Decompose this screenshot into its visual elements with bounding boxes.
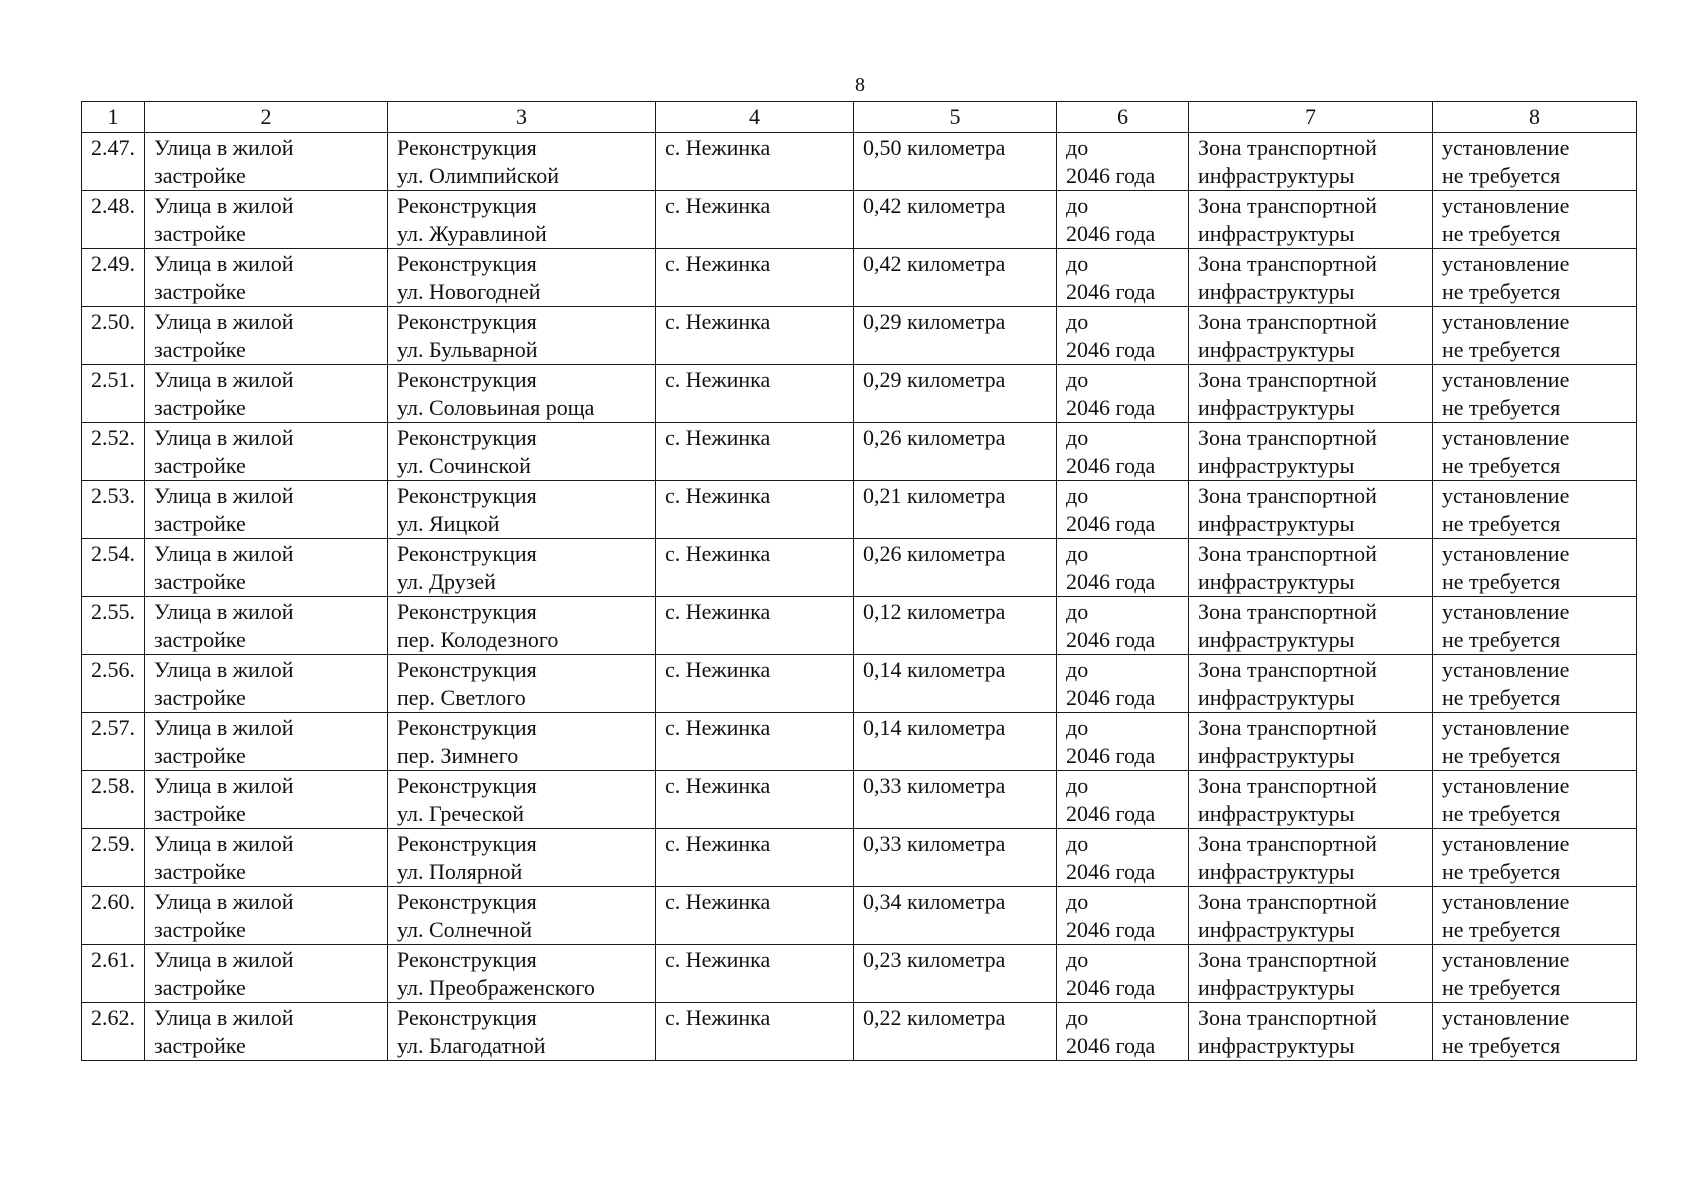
object-type-cell: Улица в жилой застройке xyxy=(145,655,388,713)
protection-zone-cell: установление не требуется xyxy=(1433,249,1637,307)
length-cell: 0,21 километра xyxy=(854,481,1057,539)
column-header: 1 xyxy=(82,102,145,133)
term-cell: до 2046 года xyxy=(1057,945,1189,1003)
row-number-cell: 2.61. xyxy=(82,945,145,1003)
term-cell: до 2046 года xyxy=(1057,597,1189,655)
column-header: 3 xyxy=(388,102,656,133)
length-cell: 0,22 километра xyxy=(854,1003,1057,1061)
term-cell: до 2046 года xyxy=(1057,655,1189,713)
zone-cell: Зона транспортной инфраструктуры xyxy=(1189,829,1433,887)
row-number-cell: 2.60. xyxy=(82,887,145,945)
protection-zone-cell: установление не требуется xyxy=(1433,597,1637,655)
row-number-cell: 2.51. xyxy=(82,365,145,423)
table-row xyxy=(82,539,1637,597)
zone-cell: Зона транспортной инфраструктуры xyxy=(1189,1003,1433,1061)
row-number-cell: 2.56. xyxy=(82,655,145,713)
term-cell: до 2046 года xyxy=(1057,481,1189,539)
location-cell: с. Нежинка xyxy=(656,423,854,481)
row-number-cell: 2.58. xyxy=(82,771,145,829)
action-cell: Реконструкция ул. Соловьиная роща xyxy=(388,365,656,423)
object-type-cell: Улица в жилой застройке xyxy=(145,945,388,1003)
table-row xyxy=(82,249,1637,307)
action-cell: Реконструкция ул. Благодатной xyxy=(388,1003,656,1061)
action-cell: Реконструкция пер. Зимнего xyxy=(388,713,656,771)
length-cell: 0,26 километра xyxy=(854,423,1057,481)
action-cell: Реконструкция пер. Светлого xyxy=(388,655,656,713)
action-cell: Реконструкция ул. Полярной xyxy=(388,829,656,887)
object-type-cell: Улица в жилой застройке xyxy=(145,771,388,829)
object-type-cell: Улица в жилой застройке xyxy=(145,249,388,307)
term-cell: до 2046 года xyxy=(1057,887,1189,945)
action-cell: Реконструкция ул. Олимпийской xyxy=(388,133,656,191)
length-cell: 0,33 километра xyxy=(854,829,1057,887)
term-cell: до 2046 года xyxy=(1057,771,1189,829)
zone-cell: Зона транспортной инфраструктуры xyxy=(1189,423,1433,481)
column-header: 7 xyxy=(1189,102,1433,133)
length-cell: 0,26 километра xyxy=(854,539,1057,597)
table-row xyxy=(82,133,1637,191)
table-row xyxy=(82,945,1637,1003)
table-row xyxy=(82,365,1637,423)
table-row xyxy=(82,829,1637,887)
location-cell: с. Нежинка xyxy=(656,307,854,365)
length-cell: 0,29 километра xyxy=(854,307,1057,365)
table-row xyxy=(82,887,1637,945)
location-cell: с. Нежинка xyxy=(656,771,854,829)
zone-cell: Зона транспортной инфраструктуры xyxy=(1189,713,1433,771)
zone-cell: Зона транспортной инфраструктуры xyxy=(1189,307,1433,365)
object-type-cell: Улица в жилой застройке xyxy=(145,365,388,423)
page-number: 8 xyxy=(855,74,865,96)
protection-zone-cell: установление не требуется xyxy=(1433,481,1637,539)
table-row xyxy=(82,307,1637,365)
location-cell: с. Нежинка xyxy=(656,539,854,597)
protection-zone-cell: установление не требуется xyxy=(1433,133,1637,191)
table-row xyxy=(82,481,1637,539)
location-cell: с. Нежинка xyxy=(656,713,854,771)
object-type-cell: Улица в жилой застройке xyxy=(145,597,388,655)
location-cell: с. Нежинка xyxy=(656,249,854,307)
length-cell: 0,29 километра xyxy=(854,365,1057,423)
location-cell: с. Нежинка xyxy=(656,655,854,713)
row-number-cell: 2.59. xyxy=(82,829,145,887)
protection-zone-cell: установление не требуется xyxy=(1433,713,1637,771)
length-cell: 0,12 километра xyxy=(854,597,1057,655)
action-cell: Реконструкция ул. Солнечной xyxy=(388,887,656,945)
zone-cell: Зона транспортной инфраструктуры xyxy=(1189,945,1433,1003)
term-cell: до 2046 года xyxy=(1057,829,1189,887)
table-row xyxy=(82,423,1637,481)
protection-zone-cell: установление не требуется xyxy=(1433,365,1637,423)
location-cell: с. Нежинка xyxy=(656,133,854,191)
table-row xyxy=(82,771,1637,829)
action-cell: Реконструкция ул. Сочинской xyxy=(388,423,656,481)
protection-zone-cell: установление не требуется xyxy=(1433,655,1637,713)
action-cell: Реконструкция ул. Журавлиной xyxy=(388,191,656,249)
object-type-cell: Улица в жилой застройке xyxy=(145,191,388,249)
zone-cell: Зона транспортной инфраструктуры xyxy=(1189,539,1433,597)
action-cell: Реконструкция ул. Яицкой xyxy=(388,481,656,539)
term-cell: до 2046 года xyxy=(1057,1003,1189,1061)
protection-zone-cell: установление не требуется xyxy=(1433,887,1637,945)
row-number-cell: 2.62. xyxy=(82,1003,145,1061)
table-body xyxy=(82,133,1637,1061)
protection-zone-cell: установление не требуется xyxy=(1433,191,1637,249)
action-cell: Реконструкция ул. Новогодней xyxy=(388,249,656,307)
zone-cell: Зона транспортной инфраструктуры xyxy=(1189,597,1433,655)
column-header: 5 xyxy=(854,102,1057,133)
row-number-cell: 2.52. xyxy=(82,423,145,481)
object-type-cell: Улица в жилой застройке xyxy=(145,539,388,597)
row-number-cell: 2.47. xyxy=(82,133,145,191)
table-row xyxy=(82,713,1637,771)
zone-cell: Зона транспортной инфраструктуры xyxy=(1189,887,1433,945)
term-cell: до 2046 года xyxy=(1057,365,1189,423)
length-cell: 0,14 километра xyxy=(854,655,1057,713)
object-type-cell: Улица в жилой застройке xyxy=(145,829,388,887)
location-cell: с. Нежинка xyxy=(656,597,854,655)
infrastructure-table xyxy=(81,101,1637,1061)
table-row xyxy=(82,191,1637,249)
row-number-cell: 2.49. xyxy=(82,249,145,307)
term-cell: до 2046 года xyxy=(1057,307,1189,365)
column-header: 8 xyxy=(1433,102,1637,133)
object-type-cell: Улица в жилой застройке xyxy=(145,1003,388,1061)
location-cell: с. Нежинка xyxy=(656,365,854,423)
protection-zone-cell: установление не требуется xyxy=(1433,1003,1637,1061)
action-cell: Реконструкция ул. Преображенского xyxy=(388,945,656,1003)
location-cell: с. Нежинка xyxy=(656,1003,854,1061)
location-cell: с. Нежинка xyxy=(656,481,854,539)
row-number-cell: 2.48. xyxy=(82,191,145,249)
object-type-cell: Улица в жилой застройке xyxy=(145,133,388,191)
object-type-cell: Улица в жилой застройке xyxy=(145,713,388,771)
protection-zone-cell: установление не требуется xyxy=(1433,945,1637,1003)
zone-cell: Зона транспортной инфраструктуры xyxy=(1189,655,1433,713)
row-number-cell: 2.57. xyxy=(82,713,145,771)
zone-cell: Зона транспортной инфраструктуры xyxy=(1189,249,1433,307)
row-number-cell: 2.53. xyxy=(82,481,145,539)
zone-cell: Зона транспортной инфраструктуры xyxy=(1189,771,1433,829)
term-cell: до 2046 года xyxy=(1057,539,1189,597)
row-number-cell: 2.55. xyxy=(82,597,145,655)
object-type-cell: Улица в жилой застройке xyxy=(145,423,388,481)
action-cell: Реконструкция ул. Бульварной xyxy=(388,307,656,365)
location-cell: с. Нежинка xyxy=(656,191,854,249)
protection-zone-cell: установление не требуется xyxy=(1433,307,1637,365)
protection-zone-cell: установление не требуется xyxy=(1433,771,1637,829)
length-cell: 0,34 километра xyxy=(854,887,1057,945)
term-cell: до 2046 года xyxy=(1057,191,1189,249)
row-number-cell: 2.54. xyxy=(82,539,145,597)
protection-zone-cell: установление не требуется xyxy=(1433,539,1637,597)
length-cell: 0,14 километра xyxy=(854,713,1057,771)
zone-cell: Зона транспортной инфраструктуры xyxy=(1189,365,1433,423)
length-cell: 0,50 километра xyxy=(854,133,1057,191)
protection-zone-cell: установление не требуется xyxy=(1433,423,1637,481)
column-header: 6 xyxy=(1057,102,1189,133)
location-cell: с. Нежинка xyxy=(656,829,854,887)
length-cell: 0,23 километра xyxy=(854,945,1057,1003)
action-cell: Реконструкция ул. Греческой xyxy=(388,771,656,829)
object-type-cell: Улица в жилой застройке xyxy=(145,887,388,945)
zone-cell: Зона транспортной инфраструктуры xyxy=(1189,133,1433,191)
length-cell: 0,42 километра xyxy=(854,191,1057,249)
term-cell: до 2046 года xyxy=(1057,713,1189,771)
row-number-cell: 2.50. xyxy=(82,307,145,365)
action-cell: Реконструкция ул. Друзей xyxy=(388,539,656,597)
column-header: 4 xyxy=(656,102,854,133)
table-row xyxy=(82,1003,1637,1061)
length-cell: 0,42 километра xyxy=(854,249,1057,307)
location-cell: с. Нежинка xyxy=(656,887,854,945)
table-row xyxy=(82,597,1637,655)
zone-cell: Зона транспортной инфраструктуры xyxy=(1189,191,1433,249)
location-cell: с. Нежинка xyxy=(656,945,854,1003)
term-cell: до 2046 года xyxy=(1057,133,1189,191)
table-row xyxy=(82,655,1637,713)
length-cell: 0,33 километра xyxy=(854,771,1057,829)
column-header: 2 xyxy=(145,102,388,133)
object-type-cell: Улица в жилой застройке xyxy=(145,307,388,365)
term-cell: до 2046 года xyxy=(1057,423,1189,481)
action-cell: Реконструкция пер. Колодезного xyxy=(388,597,656,655)
header-row xyxy=(82,102,1637,133)
zone-cell: Зона транспортной инфраструктуры xyxy=(1189,481,1433,539)
object-type-cell: Улица в жилой застройке xyxy=(145,481,388,539)
protection-zone-cell: установление не требуется xyxy=(1433,829,1637,887)
term-cell: до 2046 года xyxy=(1057,249,1189,307)
